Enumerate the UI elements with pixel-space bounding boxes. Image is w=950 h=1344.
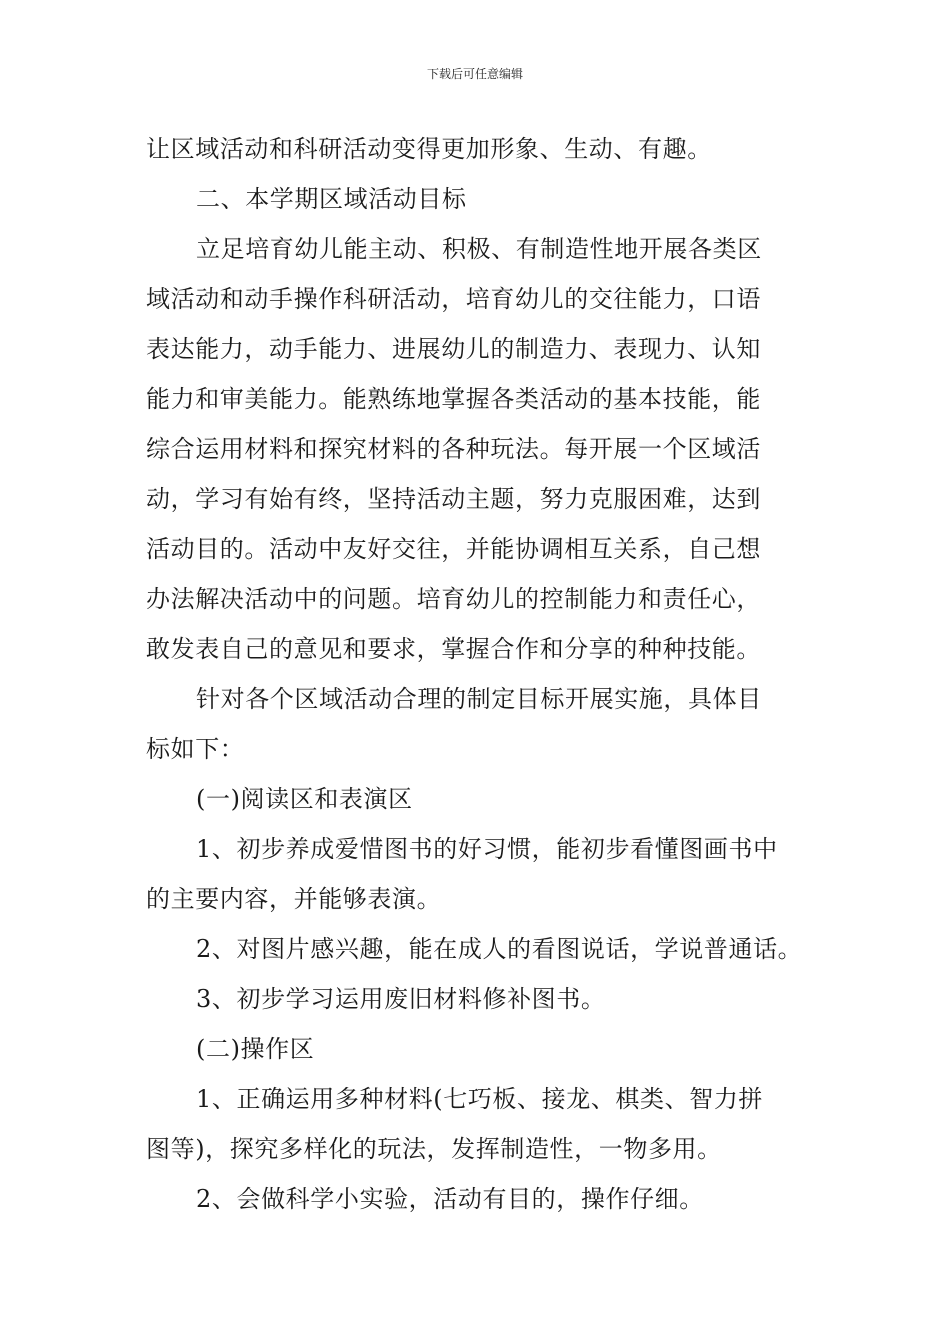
text-line: 立足培育幼儿能主动、积极、有制造性地开展各类区 <box>196 235 762 263</box>
list-item: 1、初步养成爱惜图书的好习惯，能初步看懂图画书中 <box>196 835 778 863</box>
list-item: 3、初步学习运用废旧材料修补图书。 <box>196 985 606 1013</box>
text-line: 活动目的。活动中友好交往，并能协调相互关系，自己想 <box>146 535 761 563</box>
text-line: 针对各个区域活动合理的制定目标开展实施，具体目 <box>196 685 762 713</box>
text-line: 动，学习有始有终，坚持活动主题，努力克服困难，达到 <box>146 485 761 513</box>
text-line: 让区域活动和科研活动变得更加形象、生动、有趣。 <box>146 135 712 163</box>
text-line: 的主要内容，并能够表演。 <box>146 885 442 913</box>
text-line: 能力和审美能力。能熟练地掌握各类活动的基本技能，能 <box>146 385 761 413</box>
text-line: 办法解决活动中的问题。培育幼儿的控制能力和责任心， <box>146 585 761 613</box>
list-item: 1、正确运用多种材料(七巧板、接龙、棋类、智力拼 <box>196 1085 764 1113</box>
section-heading: 二、本学期区域活动目标 <box>196 185 467 213</box>
text-line: 表达能力，动手能力、进展幼儿的制造力、表现力、认知 <box>146 335 761 363</box>
text-line: 敢发表自己的意见和要求，掌握合作和分享的种种技能。 <box>146 635 761 663</box>
subsection-heading: (一)阅读区和表演区 <box>196 785 413 813</box>
page-header: 下载后可任意编辑 <box>426 67 523 81</box>
text-line: 标如下： <box>146 735 245 763</box>
list-item: 2、对图片感兴趣，能在成人的看图说话，学说普通话。 <box>196 935 803 963</box>
text-line: 图等)，探究多样化的玩法，发挥制造性，一物多用。 <box>146 1135 722 1163</box>
text-line: 综合运用材料和探究材料的各种玩法。每开展一个区域活 <box>146 435 761 463</box>
subsection-heading: (二)操作区 <box>196 1035 315 1063</box>
text-line: 域活动和动手操作科研活动，培育幼儿的交往能力，口语 <box>146 285 761 313</box>
list-item: 2、会做科学小实验，活动有目的，操作仔细。 <box>196 1185 704 1213</box>
